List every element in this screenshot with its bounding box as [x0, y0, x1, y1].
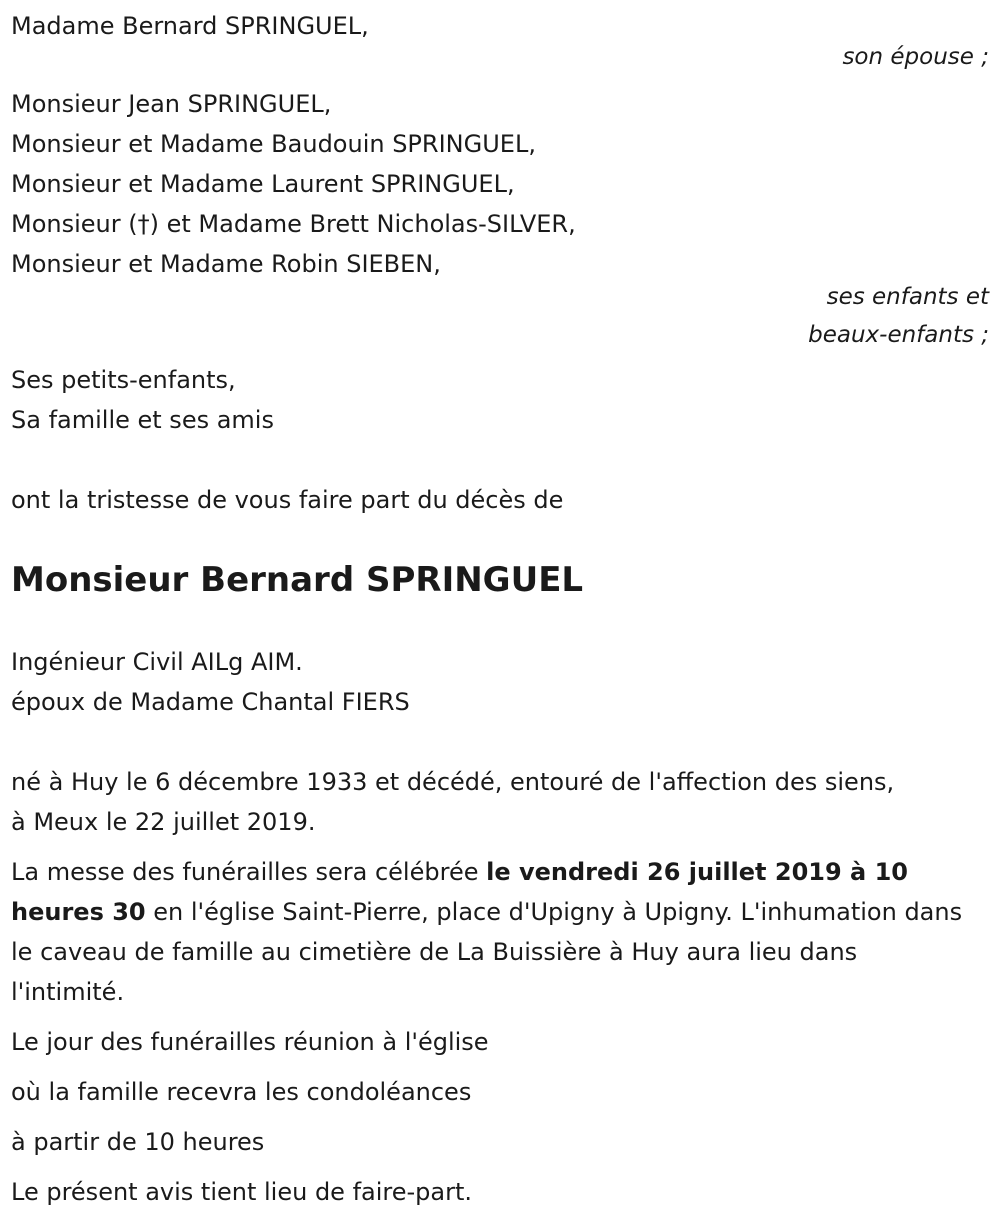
child-line: Monsieur (†) et Madame Brett Nicholas-SILVER, [11, 210, 576, 238]
funeral-date: le vendredi 26 juillet 2019 à 10 heures 30 [11, 858, 908, 926]
funeral-paragraph [11, 852, 971, 1012]
children-role-2: beaux-enfants ; [808, 322, 989, 348]
child-line: Monsieur et Madame Laurent SPRINGUEL, [11, 170, 515, 198]
family-line: Sa famille et ses amis [11, 406, 274, 434]
funeral-details: en l'église Saint-Pierre, place d'Upigny à Upigny. L'inhumation dans le caveau de famille au cimetière de La Buissière à Huy aura lieu dans l'intimité. [11, 898, 963, 1006]
reunion-line: Le jour des funérailles réunion à l'église [11, 1028, 489, 1056]
birth-death-line-2: à Meux le 22 juillet 2019. [11, 808, 316, 836]
children-role-1: ses enfants et [826, 284, 989, 310]
spouse-line: Madame Bernard SPRINGUEL, [11, 12, 369, 40]
deceased-name: Monsieur Bernard SPRINGUEL [11, 560, 584, 600]
condolences-line: où la famille recevra les condoléances [11, 1078, 472, 1106]
child-line: Monsieur et Madame Baudouin SPRINGUEL, [11, 130, 536, 158]
notice-line: Le présent avis tient lieu de faire-part. [11, 1178, 473, 1206]
deceased-spouse: époux de Madame Chantal FIERS [11, 688, 410, 716]
child-line: Monsieur Jean SPRINGUEL, [11, 90, 332, 118]
time-line: à partir de 10 heures [11, 1128, 265, 1156]
funeral-intro: La messe des funérailles sera célébrée [11, 858, 487, 886]
grandchildren-line: Ses petits-enfants, [11, 366, 236, 394]
children-list [11, 84, 991, 284]
child-line: Monsieur et Madame Robin SIEBEN, [11, 250, 441, 278]
announcement-line: ont la tristesse de vous faire part du décès de [11, 486, 564, 514]
deceased-title: Ingénieur Civil AILg AIM. [11, 648, 303, 676]
obituary-notice [11, 0, 991, 1212]
birth-death-line-1: né à Huy le 6 décembre 1933 et décédé, entouré de l'affection des siens, [11, 768, 895, 796]
spouse-role: son épouse ; [842, 44, 989, 70]
